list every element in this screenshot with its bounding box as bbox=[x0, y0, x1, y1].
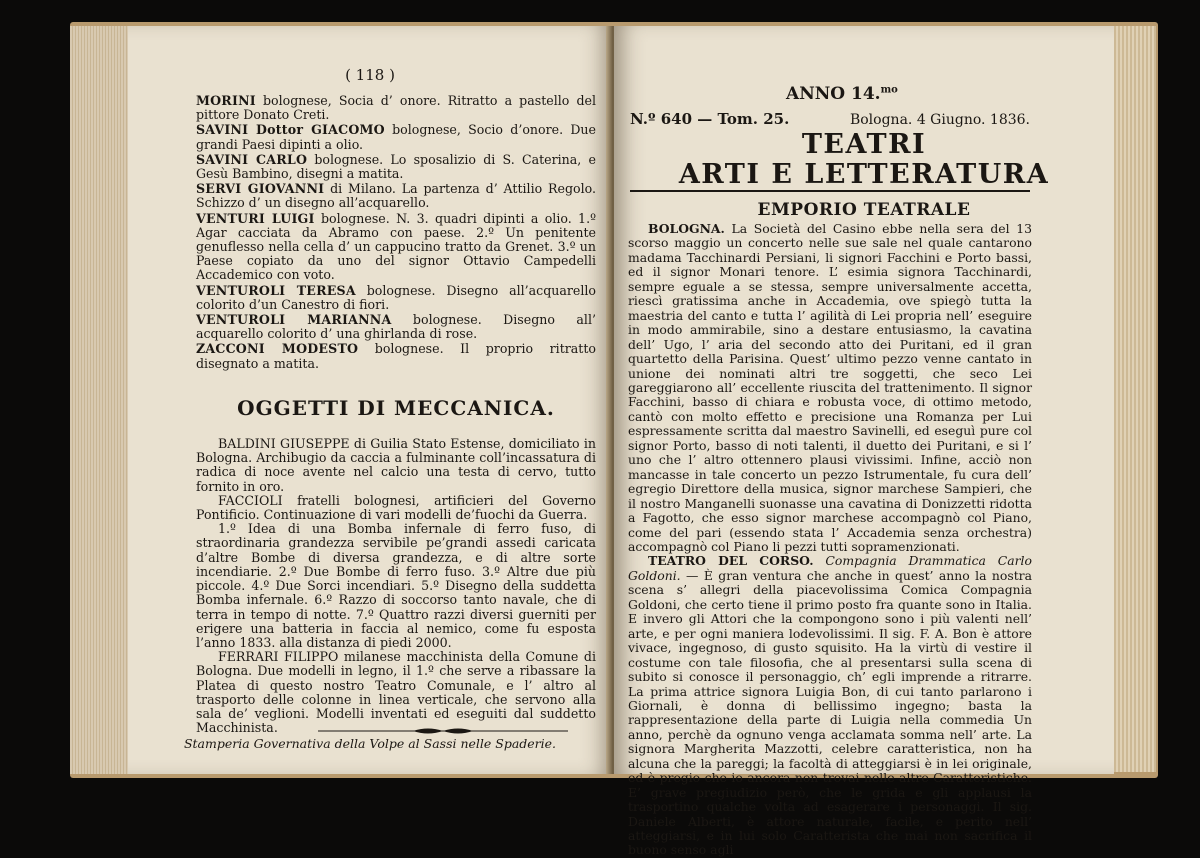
year-sup: mo bbox=[880, 84, 898, 96]
list-item bbox=[196, 494, 596, 522]
entry-name: VENTURI LUIGI bbox=[196, 210, 315, 226]
entry-name: FERRARI FILIPPO bbox=[218, 649, 339, 665]
para-text: — È gran ventura che anche in quest’ anno la nostra scena s’ allegri della piacevolissima Comica Compagnia Goldoni, che certo tiene il primo posto fra quante sono in Italia. E invero gli Attori che la compongono sono i più valenti nell’ arte, e per ogni maniera lodevolissimi. Il sig. F. A. Bon è attore vivace, ingegnoso, di gusto squisito. Ha la virtù di vestire il costume con tale filosofia, che al presentarsi sulla scena di subito si conosce il personaggio, ch’ egli imprende a ritrarre. La prima attrice signora Luigia Bon, di cui tanto parlarono i Giornali, è donna di bellissimo ingegno; basta la rappresentazione della parte di Luigia nella commedia Un anno, perchè da ognuno venga acclamata somma nell’ arte. La signora Margherita Mazzotti, celebre caratteristica, non ha alcuna che la pareggi; la facoltà di atteggiarsi è in lei originale, ed è pregio che io ancora non trovai nelle altre Caratteristiche. E’ grave pregiudizio però, che le grida e gli applausi la trasportino qualche volta ad esagerare i personaggi. Il sig. Daniele Alberti, è attore naturale, facile, e perito nell’ atteggiarsi, e in lui solo Caratterista che mai non sacrifica il buono senso agli bbox=[628, 567, 1032, 858]
entry-text: fratelli bolognesi, artificieri del Governo Pontificio. Continuazione di vari modelli de’fuochi da Guerra. bbox=[196, 492, 596, 523]
list-item bbox=[196, 313, 596, 341]
entry-text: bolognese, Socia d’ onore. Ritratto a pastello del pittore Donato Creti. bbox=[196, 93, 596, 123]
list-item bbox=[196, 342, 596, 370]
entry-text: bolognese. Il proprio ritratto disegnato a matita. bbox=[196, 341, 597, 371]
para-text: La Società del Casino ebbe nella sera del 13 scorso maggio un concerto nelle sue sale nel quale cantarono madama Tacchinardi Persiani, li signori Facchini e Porto bassi, ed il signor Monari tenore. L’ esimia signora Tacchinardi, sempre eguale a se stessa, sempre universalmente accetta, riescì gratissima anche in Accademia, ove spiegò tutta la maestria del canto e tutta l’ agilità di Lei propria nell’ eseguire in modo ammirabile, sino a destare entusiasmo, la cavatina dell’ Ugo, l’ aria del secondo atto dei Puritani, ed il gran quartetto della Parisina. Quest’ ultimo pezzo venne cantato in unione dei nominati altri tre soggetti, che seco Lei gareggiarono all’ eccellente riuscita del trattenimento. Il signor Facchini, basso di chiara e robusta voce, di ottimo metodo, cantò con molto effetto e precisione una Romanza per Lui espressamente scritta dal maestro Savinelli, ed eseguì pure col signor Porto, basso di noti talenti, il duetto dei Puritani, e si l’ uno che l’ altro ottennero plausi vivissimi. Infine, acciò non mancasse in tale concerto un pezzo Istrumentale, fu cura dell’ egregio Direttore della musica, signor marchese Sampieri, che il nostro Manganelli suonasse una cavatina di Donizzetti ridotta a Fagotto, che esso signor marchese accompagnò col Piano, come del pari (essendo stata l’ Accademia senza orchestra) accompagnò col Piano li pezzi tutti sopramenzionati. bbox=[628, 221, 1032, 554]
mechanics-list bbox=[196, 437, 596, 735]
entry-name: SERVI GIOVANNI bbox=[196, 181, 325, 197]
ornamental-rule bbox=[318, 726, 568, 736]
printer-imprint: Stamperia Governativa della Volpe al Sassi nelle Spaderie. bbox=[183, 736, 557, 751]
left-page bbox=[128, 26, 612, 774]
para-company: Compagnia Drammatica Carlo Goldoni. bbox=[628, 553, 1032, 583]
right-page bbox=[614, 26, 1114, 858]
article-body bbox=[628, 222, 1032, 858]
entry-name: VENTUROLI TERESA bbox=[196, 282, 356, 298]
para-lead: BOLOGNA. bbox=[648, 221, 725, 236]
right-page-edges bbox=[1110, 26, 1156, 772]
list-item bbox=[196, 522, 596, 650]
entry-name: SAVINI CARLO bbox=[196, 151, 308, 167]
list-item bbox=[196, 123, 596, 151]
entry-text: bolognese. Disegno all’acquarello colorito d’un Canestro di fiori. bbox=[196, 282, 596, 312]
entry-text: bolognese. Disegno all’ acquarello colorito d’ una ghirlanda di rose. bbox=[196, 312, 596, 342]
para-lead: TEATRO DEL CORSO. bbox=[648, 553, 814, 569]
entry-text: bolognese. N. 3. quadri dipinti a olio. 1.º Agar cacciata da Abramo con paese. 2.º Un penitente genuflesso nella cella d’ un cappucino tratto da Grenet. 3.º un Paese copiato da uno del signor Ottavio Campedelli Accademico con voto. bbox=[196, 210, 596, 283]
entry-name: SAVINI Dottor GIACOMO bbox=[196, 122, 385, 138]
issue-number: N.º 640 — Tom. 25. bbox=[630, 110, 790, 128]
entry-text: milanese macchinista della Comune di Bologna. Due modelli in legno, il 1.º che serve a ribassare la Platea di questo nostro Teatro Comunale, e l’ altro al trasporto delle colonne in linea verticale, che servono alla sala de’ veglioni. Modelli inventati ed eseguiti dal suddetto Macchinista. bbox=[196, 649, 597, 736]
entry-name: FACCIOLI bbox=[218, 492, 283, 508]
entry-name: MORINI bbox=[196, 93, 256, 108]
year-label bbox=[786, 84, 898, 104]
section-title: OGGETTI DI MECCANICA. bbox=[237, 395, 555, 420]
entry-text: di Milano. La partenza d’ Attilio Regolo. Schizzo d’ un disegno all’acquarello. bbox=[196, 181, 596, 211]
entry-name: ZACCONI MODESTO bbox=[196, 341, 359, 357]
masthead-line2: ARTI E LETTERATURA bbox=[678, 159, 1050, 190]
entry-text: bolognese, Socio d’onore. Due grandi Paesi dipinti a olio. bbox=[196, 122, 596, 152]
masthead-line1: TEATRI bbox=[801, 129, 927, 160]
dateline: Bologna. 4 Giugno. 1836. bbox=[849, 112, 1030, 128]
year-text: ANNO 14. bbox=[786, 84, 881, 104]
entry-name: VENTUROLI MARIANNA bbox=[196, 312, 392, 328]
paragraph-teatro bbox=[628, 554, 1032, 858]
entry-text: 1.º Idea di una Bomba infernale di ferro fuso, di straordinaria grandezza servibile pe’grandi assedi caricata d’altre Bombe di diversa grandezza, e di altre sorte incendiarie. 2.º Due Bombe di ferro fuso. 3.º Altre due più piccole. 4.º Due Sorci incendiari. 5.º Disegno della suddetta Bomba infernale. 6.º Razzo di soccorso tanto navale, che di terra in tempo di notte. 7.º Quattro razzi diversi guerniti per erigere una batteria in faccia al nemico, come fu esposta l’anno 1833. alla distanza di piedi 2000. bbox=[196, 521, 596, 650]
entry-name: BALDINI GIUSEPPE bbox=[218, 436, 350, 452]
list-item bbox=[196, 437, 596, 494]
list-item bbox=[196, 284, 596, 312]
masthead bbox=[614, 130, 1114, 190]
list-item bbox=[196, 94, 596, 122]
page-number: ( 118 ) bbox=[345, 66, 395, 84]
exhibitors-list bbox=[196, 94, 596, 735]
section-heading: EMPORIO TEATRALE bbox=[757, 200, 971, 220]
left-page-edges bbox=[70, 26, 130, 774]
list-item bbox=[196, 153, 596, 181]
entry-text: di Guilia Stato Estense, domiciliato in Bologna. Archibugio da caccia a fulminante coll’incassatura di radica di noce avente nel calcio una testa di cervo, tutto fornito in oro. bbox=[196, 436, 596, 494]
paragraph-bologna bbox=[628, 222, 1032, 554]
list-item bbox=[196, 650, 596, 735]
list-item bbox=[196, 212, 596, 283]
masthead-rule bbox=[630, 190, 1030, 192]
list-item bbox=[196, 182, 596, 210]
entry-text: bolognese. Lo sposalizio di S. Caterina, e Gesù Bambino, disegni a matita. bbox=[196, 151, 596, 182]
